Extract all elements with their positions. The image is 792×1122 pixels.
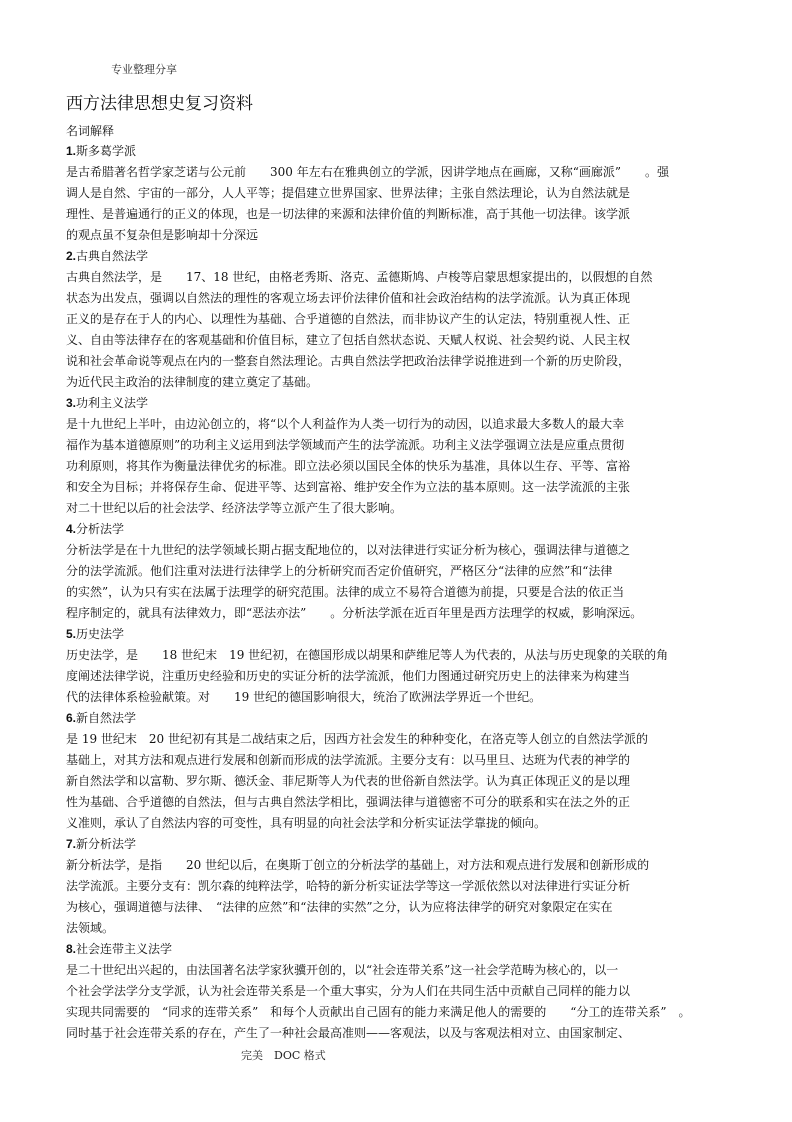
definition-line: 古典自然法学，是 17、18 世纪，由格老秀斯、洛克、孟德斯鸠、卢梭等启蒙思想家提出的，以假想的自然 bbox=[66, 270, 653, 284]
term-title: 斯多葛学派 bbox=[76, 144, 137, 158]
term-entry bbox=[66, 519, 726, 624]
term-number: 1. bbox=[66, 144, 77, 158]
definition-line: 的观点虽不复杂但是影响却十分深远 bbox=[66, 228, 259, 242]
definition-line: 基础上，对其方法和观点进行发展和创新而形成的法学流派。主要分支有：以马里旦、达班为代表的神学的 bbox=[66, 753, 631, 767]
term-number: 8. bbox=[66, 942, 77, 956]
definition-line: 义准则，承认了自然法内容的可变性，具有明显的向社会法学和分析实证法学靠拢的倾向。 bbox=[66, 816, 547, 830]
definition-line: 分的法学流派。他们注重对法进行法律学上的分析研究而否定价值研究，严格区分“法律的应然”和“法律 bbox=[66, 564, 613, 578]
term-entry bbox=[66, 393, 726, 519]
term-definition bbox=[66, 729, 726, 834]
term-heading bbox=[66, 141, 726, 162]
definition-line: 程序制定的，就具有法律效力，即“恶法亦法” 。分析法学派在近百年里是西方法理学的权威，影响深远。 bbox=[66, 606, 643, 620]
term-number: 2. bbox=[66, 249, 77, 263]
definition-line: 同时基于社会连带关系的存在，产生了一种社会最高准则——客观法，以及与客观法相对立、由国家制定、 bbox=[66, 1026, 631, 1040]
definition-line: 是二十世纪出兴起的，由法国著名法学家狄骥开创的，以“社会连带关系”这一社会学范畴为核心的，以一 bbox=[66, 963, 619, 977]
term-number: 3. bbox=[66, 396, 77, 410]
definition-line: 福作为基本道德原则”的功利主义运用到法学领域而产生的法学流派。功利主义法学强调立法是应重点贯彻 bbox=[66, 438, 625, 452]
definition-line: 性为基础、合乎道德的自然法，但与古典自然法学相比，强调法律与道德密不可分的联系和实在法之外的正 bbox=[66, 795, 631, 809]
definition-line: 对二十世纪以后的社会法学、经济法学等立派产生了很大影响。 bbox=[66, 501, 403, 515]
definition-line: 义、自由等法律存在的客观基础和价值目标，建立了包括自然状态说、天赋人权说、社会契约说、人民主权 bbox=[66, 333, 631, 347]
definition-line: 历史法学，是 18 世纪末 19 世纪初，在德国形成以胡果和萨维尼等人为代表的，从法与历史现象的关联的角 bbox=[66, 648, 669, 662]
section-heading: 名词解释 bbox=[66, 124, 115, 138]
page-footer: 完美 DOC 格式 bbox=[241, 1049, 326, 1062]
term-heading bbox=[66, 939, 726, 960]
term-title: 社会连带主义法学 bbox=[76, 942, 173, 956]
term-entry bbox=[66, 141, 726, 246]
term-entry bbox=[66, 834, 726, 939]
definition-line: 代的法律体系检验献策。对 19 世纪的德国影响很大，统治了欧洲法学界近一个世纪。 bbox=[66, 690, 542, 704]
term-entry bbox=[66, 708, 726, 834]
definition-line: 新分析法学，是指 20 世纪以后，在奥斯丁创立的分析法学的基础上，对方法和观点进行发展和创新形成的 bbox=[66, 858, 650, 872]
term-title: 分析法学 bbox=[76, 522, 125, 536]
term-title: 功利主义法学 bbox=[76, 396, 149, 410]
definition-line: 法领域。 bbox=[66, 921, 115, 935]
term-number: 5. bbox=[66, 627, 77, 641]
definition-line: 调人是自然、宇宙的一部分，人人平等；提倡建立世界国家、世界法律；主张自然法理论，认为自然法就是 bbox=[66, 186, 631, 200]
definition-line: 正义的是存在于人的内心、以理性为基础、合乎道德的自然法，而非协议产生的认定法，特别重视人性、正 bbox=[66, 312, 631, 326]
term-heading bbox=[66, 708, 726, 729]
term-number: 7. bbox=[66, 837, 77, 851]
definition-line: 实现共同需要的 “同求的连带关系” 和每个人贡献出自己固有的能力来满足他人的需要的 “分工的连带关系” 。 bbox=[66, 1005, 691, 1019]
document-title: 西方法律思想史复习资料 bbox=[66, 94, 253, 114]
term-number: 6. bbox=[66, 711, 77, 725]
term-definition bbox=[66, 267, 726, 393]
definition-line: 是十九世纪上半叶，由边沁创立的，将“以个人利益作为人类一切行为的动因，以追求最大多数人的最大幸 bbox=[66, 417, 625, 431]
definition-line: 功利原则，将其作为衡量法律优劣的标准。即立法必须以国民全体的快乐为基准，具体以生存、平等、富裕 bbox=[66, 459, 631, 473]
term-heading bbox=[66, 393, 726, 414]
definition-line: 说和社会革命说等观点在内的一整套自然法理论。古典自然法学把政治法律学说推进到一个新的历史阶段， bbox=[66, 354, 631, 368]
definition-line: 分析法学是在十九世纪的法学领域长期占据支配地位的，以对法律进行实证分析为核心，强调法律与道德之 bbox=[66, 543, 631, 557]
definition-line: 和安全为目标；并将保存生命、促进平等、达到富裕、维护安全作为立法的基本原则。这一法学流派的主张 bbox=[66, 480, 631, 494]
term-definition bbox=[66, 960, 726, 1044]
term-title: 新自然法学 bbox=[76, 711, 137, 725]
term-title: 古典自然法学 bbox=[76, 249, 149, 263]
definition-line: 理性、是普遍通行的正义的体现，也是一切法律的来源和法律价值的判断标准，高于其他一切法律。该学派 bbox=[66, 207, 631, 221]
term-title: 新分析法学 bbox=[76, 837, 137, 851]
definition-line: 为核心，强调道德与法律、 “法律的应然”和“法律的实然”之分，认为应将法律学的研究对象限定在实在 bbox=[66, 900, 613, 914]
definition-line: 是 19 世纪末 20 世纪初有其是二战结束之后，因西方社会发生的种种变化，在洛克等人创立的自然法学派的 bbox=[66, 732, 648, 746]
definition-line: 为近代民主政治的法律制度的建立奠定了基础。 bbox=[66, 375, 319, 389]
page-header: 专业整理分享 bbox=[111, 63, 177, 76]
term-entry bbox=[66, 624, 726, 708]
term-heading bbox=[66, 246, 726, 267]
term-heading bbox=[66, 624, 726, 645]
entries-list bbox=[66, 141, 726, 1044]
definition-line: 度阐述法律学说，注重历史经验和历史的实证分析的法学流派，他们力图通过研究历史上的法律来为构建当 bbox=[66, 669, 631, 683]
term-definition bbox=[66, 540, 726, 624]
term-heading bbox=[66, 834, 726, 855]
term-definition bbox=[66, 855, 726, 939]
definition-line: 法学流派。主要分支有：凯尔森的纯粹法学，哈特的新分析实证法学等这一学派依然以对法律进行实证分析 bbox=[66, 879, 631, 893]
term-entry bbox=[66, 939, 726, 1044]
term-heading bbox=[66, 519, 726, 540]
definition-line: 状态为出发点，强调以自然法的理性的客观立场去评价法律价值和社会政治结构的法学流派。认为真正体现 bbox=[66, 291, 631, 305]
term-definition bbox=[66, 162, 726, 246]
term-definition bbox=[66, 414, 726, 519]
term-entry bbox=[66, 246, 726, 393]
definition-line: 个社会学法学分支学派，认为社会连带关系是一个重大事实，分为人们在共同生活中贡献自己同样的能力以 bbox=[66, 984, 631, 998]
definition-line: 是古希腊著名哲学家芝诺与公元前 300 年左右在雅典创立的学派，因讲学地点在画廊，又称“画廊派” 。强 bbox=[66, 165, 669, 179]
definition-line: 新自然法学和以富勒、罗尔斯、德沃金、菲尼斯等人为代表的世俗新自然法学。认为真正体现正义的是以理 bbox=[66, 774, 631, 788]
definition-line: 的实然”，认为只有实在法属于法理学的研究范围。法律的成立不易符合道德为前提，只要是合法的依正当 bbox=[66, 585, 625, 599]
term-definition bbox=[66, 645, 726, 708]
term-number: 4. bbox=[66, 522, 77, 536]
term-title: 历史法学 bbox=[76, 627, 125, 641]
